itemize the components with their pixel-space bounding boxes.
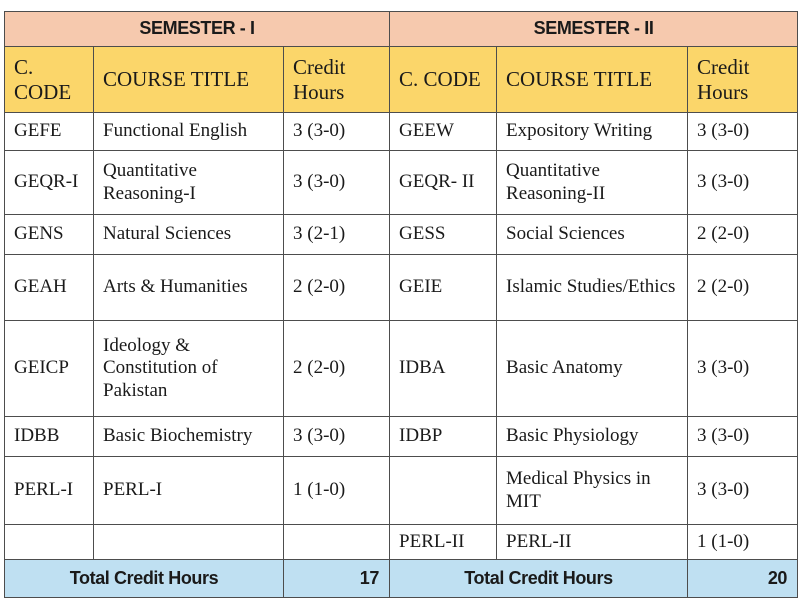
- s1-course-title: Ideology & Constitution of Pakistan: [94, 321, 284, 417]
- s1-course-code: GEQR-I: [5, 151, 94, 215]
- s2-credit-hours: 3 (3-0): [688, 113, 798, 151]
- s2-course-title: Medical Physics in MIT: [497, 457, 688, 525]
- s2-credit-hours: 1 (1-0): [688, 525, 798, 560]
- course-scheme-table: [4, 11, 798, 598]
- table-row: [5, 215, 798, 255]
- s1-course-code: IDBB: [5, 417, 94, 457]
- s1-credit-hours: [284, 525, 390, 560]
- table-row: [5, 417, 798, 457]
- s1-credit-hours: 1 (1-0): [284, 457, 390, 525]
- s1-credit-hours: 3 (3-0): [284, 113, 390, 151]
- s2-course-title: Social Sciences: [497, 215, 688, 255]
- s1-course-title: PERL-I: [94, 457, 284, 525]
- s1-credit-hours: 3 (2-1): [284, 215, 390, 255]
- column-header-row: [5, 47, 798, 113]
- s2-course-title: Islamic Studies/Ethics: [497, 255, 688, 321]
- s1-credit-hours: 2 (2-0): [284, 255, 390, 321]
- s2-course-title: PERL-II: [497, 525, 688, 560]
- s2-credit-hours: 3 (3-0): [688, 321, 798, 417]
- table-row: [5, 151, 798, 215]
- semester-1-heading: SEMESTER - I: [5, 12, 390, 47]
- s1-credit-hours: 3 (3-0): [284, 417, 390, 457]
- table-row: [5, 321, 798, 417]
- s2-code-header: C. CODE: [390, 47, 497, 113]
- s2-course-title: Expository Writing: [497, 113, 688, 151]
- s2-course-code: GESS: [390, 215, 497, 255]
- s2-credit-hours: 3 (3-0): [688, 457, 798, 525]
- s1-course-code: GENS: [5, 215, 94, 255]
- table-row: [5, 113, 798, 151]
- s1-title-header: COURSE TITLE: [94, 47, 284, 113]
- s1-course-code: PERL-I: [5, 457, 94, 525]
- s1-code-header: C. CODE: [5, 47, 94, 113]
- s1-total-label: Total Credit Hours: [5, 560, 284, 598]
- s1-hours-header: Credit Hours: [284, 47, 390, 113]
- s2-course-code: GEEW: [390, 113, 497, 151]
- semester-heading-row: [5, 12, 798, 47]
- s2-total-label: Total Credit Hours: [390, 560, 688, 598]
- s1-course-title: Quantitative Reasoning-I: [94, 151, 284, 215]
- s2-hours-header: Credit Hours: [688, 47, 798, 113]
- s1-course-title: Arts & Humanities: [94, 255, 284, 321]
- s2-course-title: Basic Physiology: [497, 417, 688, 457]
- s2-course-code: GEQR- II: [390, 151, 497, 215]
- s2-credit-hours: 3 (3-0): [688, 151, 798, 215]
- s2-course-code: IDBP: [390, 417, 497, 457]
- s1-total-value: 17: [284, 560, 390, 598]
- s1-course-title: Functional English: [94, 113, 284, 151]
- table-row: [5, 255, 798, 321]
- s1-credit-hours: 2 (2-0): [284, 321, 390, 417]
- s1-course-code: GEFE: [5, 113, 94, 151]
- s1-course-code: [5, 525, 94, 560]
- s1-course-title: Basic Biochemistry: [94, 417, 284, 457]
- s2-course-title: Quantitative Reasoning-II: [497, 151, 688, 215]
- s2-course-code: [390, 457, 497, 525]
- s1-course-title: [94, 525, 284, 560]
- table-row: [5, 457, 798, 525]
- s1-course-code: GEAH: [5, 255, 94, 321]
- s2-title-header: COURSE TITLE: [497, 47, 688, 113]
- s2-credit-hours: 2 (2-0): [688, 255, 798, 321]
- total-row: [5, 560, 798, 598]
- s2-course-code: PERL-II: [390, 525, 497, 560]
- s2-course-title: Basic Anatomy: [497, 321, 688, 417]
- s2-total-value: 20: [688, 560, 798, 598]
- semester-2-heading: SEMESTER - II: [390, 12, 798, 47]
- s1-course-title: Natural Sciences: [94, 215, 284, 255]
- s1-course-code: GEICP: [5, 321, 94, 417]
- s2-course-code: IDBA: [390, 321, 497, 417]
- s2-credit-hours: 2 (2-0): [688, 215, 798, 255]
- s2-course-code: GEIE: [390, 255, 497, 321]
- s2-credit-hours: 3 (3-0): [688, 417, 798, 457]
- table-row: [5, 525, 798, 560]
- s1-credit-hours: 3 (3-0): [284, 151, 390, 215]
